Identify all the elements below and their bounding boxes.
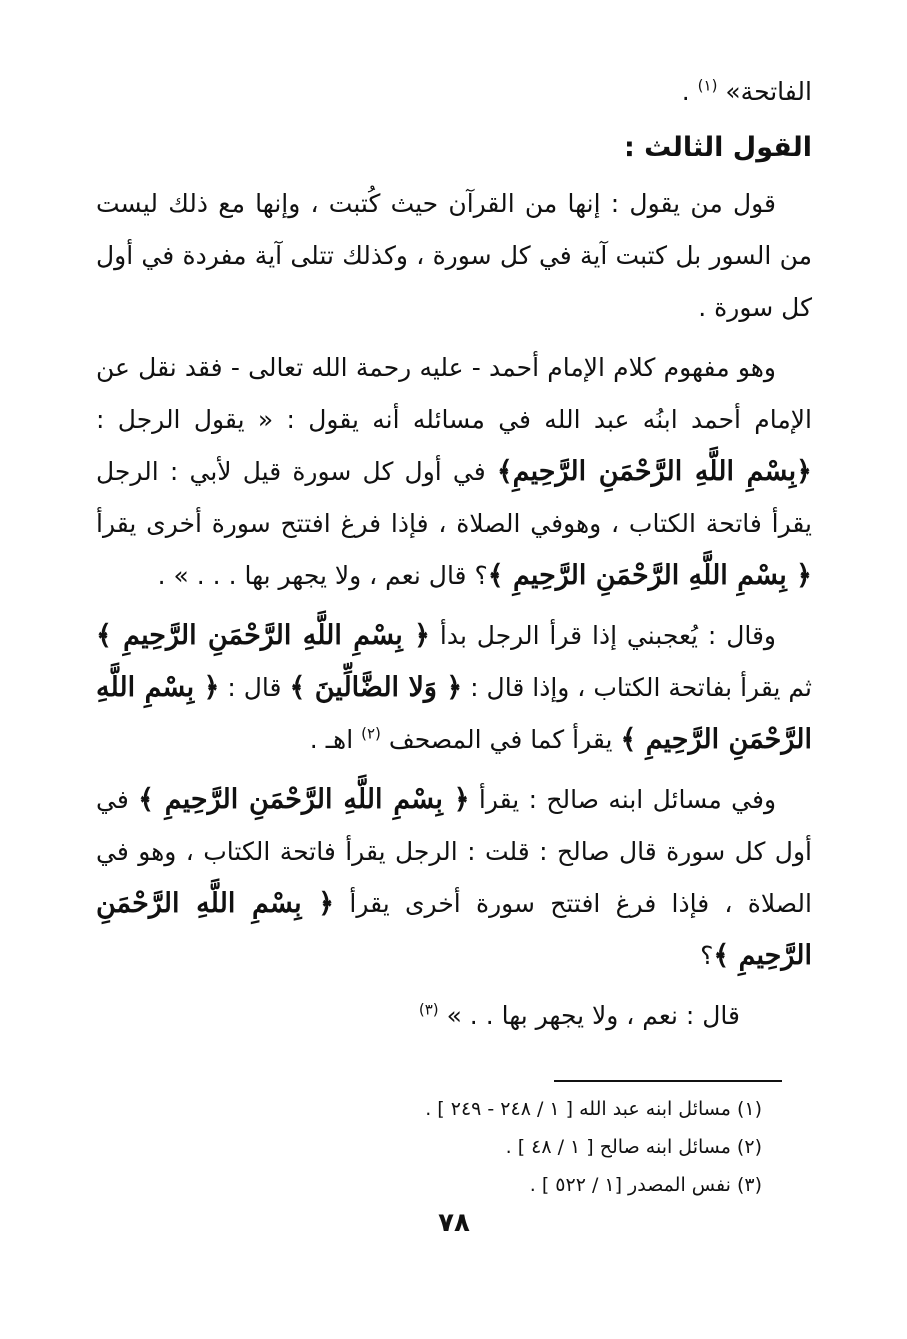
book-page [96, 70, 812, 1270]
top-fragment [96, 70, 812, 114]
p4-text-1: وفي مسائل ابنه صالح : يقرأ [478, 785, 777, 814]
paragraph-2 [96, 342, 812, 602]
p4-text-3: ؟ [700, 941, 714, 970]
basmala-verse: ﴿ بِسْمِ اللَّهِ الرَّحْمَنِ الرَّحِيمِ ﴾ [96, 888, 812, 971]
basmala-verse: ﴿ بِسْمِ اللَّهِ الرَّحْمَنِ الرَّحِيمِ ﴾ [96, 620, 430, 651]
footnote-divider [554, 1080, 782, 1082]
paragraph-4 [96, 774, 812, 982]
p2-text-3: ؟ قال نعم ، ولا يجهر بها . . . » . [157, 561, 488, 590]
footnote-ref-2: (٢) [361, 724, 381, 743]
footnote-ref-3: (٣) [418, 1000, 439, 1019]
p4-text-2: في أول كل سورة قال صالح : قلت : الرجل يقرأ فاتحة الكتاب ، وهو في الصلاة ، فإذا فرغ افتتح سورة أخرى يقرأ [96, 785, 812, 918]
dallin-verse: ﴿ وَلا الضَّالِّينَ ﴾ [289, 672, 463, 703]
footnote-2: (٢) مسائل ابنه صالح [ ١ / ٤٨ ] . [505, 1136, 762, 1158]
p3-text-5: اهـ . [309, 725, 354, 754]
footnote-1: (١) مسائل ابنه عبد الله [ ١ / ٢٤٨ - ٢٤٩ ] . [425, 1098, 762, 1120]
basmala-verse: ﴿بِسْمِ اللَّهِ الرَّحْمَنِ الرَّحِيمِ﴾ [496, 456, 812, 487]
top-fragment-text: الفاتحة» [725, 77, 812, 106]
basmala-verse: ﴿ بِسْمِ اللَّهِ الرَّحْمَنِ الرَّحِيمِ ﴾ [96, 672, 812, 755]
basmala-verse: ﴿ بِسْمِ اللَّهِ الرَّحْمَنِ الرَّحِيمِ ﴾ [487, 560, 812, 591]
p2-text-2: في أول كل سورة قيل لأبي : الرجل يقرأ فاتحة الكتاب ، وهوفي الصلاة ، فإذا فرغ افتتح سورة أخرى يقرأ [96, 457, 812, 538]
paragraph-1: قول من يقول : إنها من القرآن حيث كُتبت ، وإنها مع ذلك ليست من السور بل كتبت آية في كل سورة ، وكذلك تتلى آية مفردة في أول كل سورة . [96, 189, 812, 322]
closing-line [96, 990, 812, 1042]
paragraph-3 [96, 610, 812, 766]
p3-text-3: قال : [227, 673, 282, 702]
footnote-ref-1: (١) [697, 76, 718, 95]
footnote-3: (٣) نفس المصدر [١ / ٥٢٢ ] . [529, 1174, 762, 1196]
section-heading: القول الثالث : [623, 132, 812, 163]
basmala-verse: ﴿ بِسْمِ اللَّهِ الرَّحْمَنِ الرَّحِيمِ ﴾ [138, 784, 470, 815]
p3-text-1: وقال : يُعجبني إذا قرأ الرجل بدأ [439, 621, 776, 650]
p3-text-4: يقرأ كما في المصحف [388, 725, 613, 754]
top-fragment-tail: . [681, 77, 690, 106]
closing-text: قال : نعم ، ولا يجهر بها . . » [446, 1001, 740, 1030]
page-number: ٧٨ [438, 1208, 470, 1238]
p3-text-2: ثم يقرأ بفاتحة الكتاب ، وإذا قال : [470, 673, 812, 702]
footnotes [262, 1090, 762, 1204]
p2-text-1: وهو مفهوم كلام الإمام أحمد - عليه رحمة الله تعالى - فقد نقل عن الإمام أحمد ابنُه عبد الله في مسائله أنه يقول : « يقول الرجل : [96, 353, 812, 434]
